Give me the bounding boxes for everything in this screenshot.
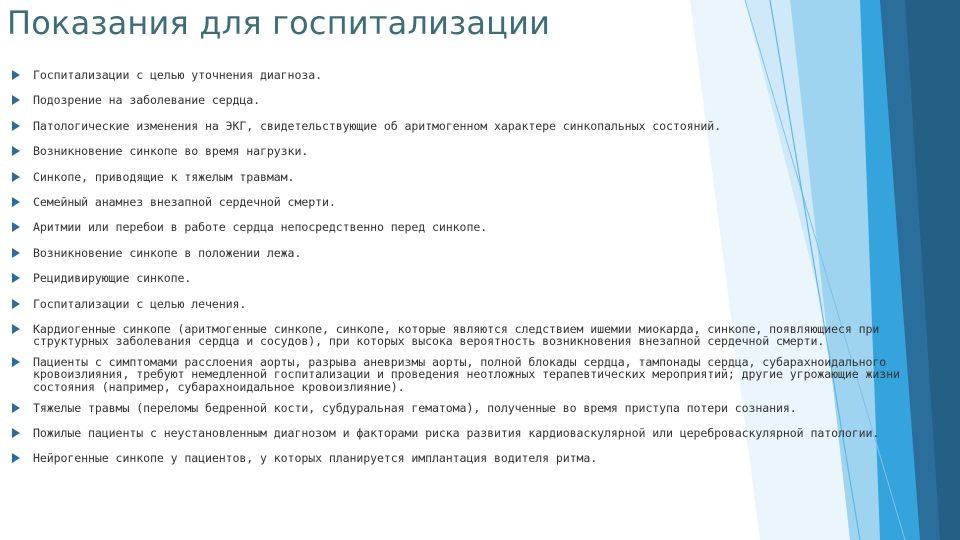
triangle-right-icon <box>12 453 20 463</box>
triangle-right-icon <box>12 299 20 309</box>
triangle-right-icon <box>12 172 20 182</box>
bullet-item <box>12 196 922 208</box>
bullet-text: Госпитализации с целью уточнения диагноза. <box>33 68 322 82</box>
bullet-item <box>12 323 922 348</box>
triangle-right-icon <box>12 248 20 258</box>
triangle-right-icon <box>12 70 20 80</box>
bullet-text: Возникновение синкопе в положении лежа. <box>33 245 302 260</box>
triangle-right-icon <box>12 146 20 156</box>
bullet-item <box>12 69 922 81</box>
triangle-right-icon <box>12 197 20 207</box>
bullet-item <box>12 356 922 393</box>
bullet-item <box>12 171 922 183</box>
triangle-right-icon <box>12 121 20 131</box>
bullet-text: Тяжелые травмы (переломы бедренной кости, субдуральная гематома), полученные во время приступа потери сознания. <box>33 401 797 416</box>
bullet-text: Патологические изменения на ЭКГ, свидетельствующие об аритмогенном характере синкопальных состояний. <box>33 118 722 133</box>
bullet-item <box>12 402 922 414</box>
triangle-right-icon <box>12 324 20 334</box>
bullet-text: Кардиогенные синкопе (аритмогенные синкопе, синкопе, которые являются следствием ишемии миокарда, синкопе, появляющиеся при структурных заболевания сердца и сосудов), при которых высока вероятность возникновения внезапной сердечной смерти. <box>33 322 880 349</box>
bullet-item <box>12 452 922 464</box>
bullet-text: Аритмии или перебои в работе сердца непосредственно перед синкопе. <box>33 220 488 235</box>
bullet-list <box>12 64 922 464</box>
bullet-text: Госпитализации с целью лечения. <box>33 296 247 311</box>
bullet-text: Пожилые пациенты с неустановленным диагнозом и факторами риска развития кардиоваскулярной или цереброваскулярной патологии. <box>33 425 880 440</box>
triangle-right-icon <box>12 95 20 105</box>
bullet-text: Возникновение синкопе во время нагрузки. <box>33 144 309 159</box>
bullet-text: Синкопе, приводящие к тяжелым травмам. <box>33 169 295 184</box>
bullet-item <box>12 247 922 259</box>
triangle-right-icon <box>12 428 20 438</box>
bullet-text: Семейный анамнез внезапной сердечной смерти. <box>33 195 336 210</box>
triangle-right-icon <box>12 222 20 232</box>
bullet-item <box>12 427 922 439</box>
triangle-right-icon <box>12 273 20 283</box>
bullet-item <box>12 272 922 284</box>
triangle-right-icon <box>12 403 20 413</box>
bullet-item <box>12 221 922 233</box>
triangle-right-icon <box>12 357 20 367</box>
bullet-text: Нейрогенные синкопе у пациентов, у которых планируется имплантация водителя ритма. <box>33 450 598 465</box>
bullet-item <box>12 94 922 106</box>
bullet-item <box>12 120 922 132</box>
slide-title: Показания для госпитализации <box>7 4 551 42</box>
bullet-text: Рецидивирующие синкопе. <box>33 271 192 286</box>
bullet-text: Подозрение на заболевание сердца. <box>33 93 261 108</box>
bullet-text: Пациенты с симптомами расслоения аорты, разрыва аневризмы аорты, полной блокады сердца, тампонады сердца, субарахноидального кровоизлияния, требуют немедленной госпитализации и проведения неотложных терапевтических мероприятий; другие угрожающие жизни состояния (например, субарахноидальное кровоизлияние). <box>33 354 900 394</box>
bullet-item <box>12 298 922 310</box>
bullet-item <box>12 145 922 157</box>
